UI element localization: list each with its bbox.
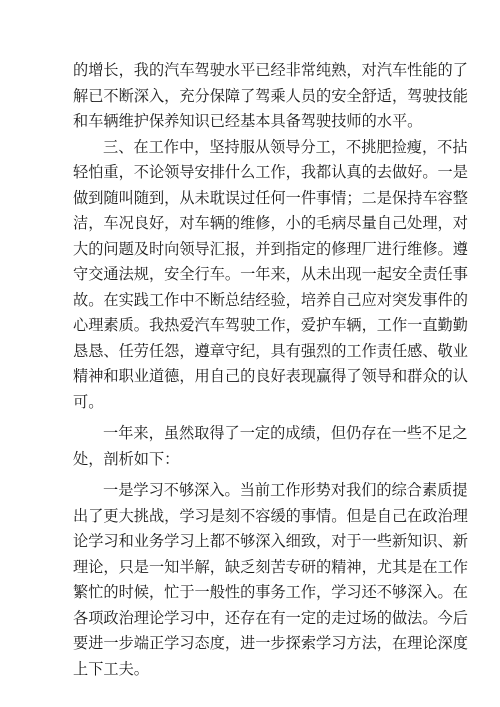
paragraph-line: 解已不断深入，充分保障了驾乘人员的安全舒适，驾驶技能 — [73, 86, 468, 105]
paragraph-line: 一年来，虽然取得了一定的成绩，但仍存在一些不足之 — [103, 424, 468, 442]
paragraph-line: 轻怕重，不论领导安排什么工作，我都认真的去做好。一是 — [73, 163, 468, 181]
paragraph-line: 繁忙的时候，忙于一般性的事务工作，学习还不够深入。在 — [73, 583, 468, 601]
paragraph-line: 三、在工作中，坚持服从领导分工，不挑肥捡瘦，不拈 — [103, 137, 468, 156]
paragraph-3 — [73, 421, 468, 472]
paragraph-line: 守交通法规，安全行车。一年来，从未出现一起安全责任事 — [73, 265, 468, 283]
paragraph-line: 可。 — [73, 392, 104, 411]
paragraph-line: 精神和职业道德，用自己的良好表现赢得了领导和群众的认 — [73, 367, 468, 385]
paragraph-1 — [73, 58, 468, 135]
document-body — [73, 58, 468, 682]
paragraph-line: 出了更大挑战，学习是刻不容缓的事情。但是自己在政治理 — [73, 506, 468, 525]
paragraph-line: 和车辆维护保养知识已经基本具备驾驶技师的水平。 — [73, 112, 423, 130]
paragraph-line: 做到随叫随到，从未耽误过任何一件事情；二是保持车容整 — [73, 188, 468, 207]
paragraph-line: 恳恳、任劳任怨，遵章守纪，具有强烈的工作责任感、敬业 — [73, 341, 468, 360]
paragraph-line: 各项政治理论学习中，还存在有一定的走过场的做法。今后 — [73, 608, 468, 627]
paragraph-line: 洁，车况良好，对车辆的维修，小的毛病尽量自己处理，对 — [73, 214, 468, 232]
paragraph-line: 的增长，我的汽车驾驶水平已经非常纯熟，对汽车性能的了 — [73, 61, 468, 79]
paragraph-line: 论学习和业务学习上都不够深入细致，对于一些新知识、新 — [73, 532, 468, 550]
paragraph-line: 要进一步端正学习态度，进一步探索学习方法，在理论深度 — [73, 634, 468, 652]
paragraph-line: 故。在实践工作中不断总结经验，培养自己应对突发事件的 — [73, 290, 468, 309]
paragraph-line: 上下工夫。 — [73, 659, 149, 678]
paragraph-line: 一是学习不够深入。当前工作形势对我们的综合素质提 — [103, 481, 468, 499]
paragraph-line: 大的问题及时向领导汇报，并到指定的修理厂进行维修。遵 — [73, 239, 468, 258]
paragraph-line: 处，剖析如下： — [73, 449, 180, 468]
paragraph-4 — [73, 478, 468, 682]
paragraph-2 — [73, 135, 468, 416]
paragraph-line: 心理素质。我热爱汽车驾驶工作，爱护车辆，工作一直勤勤 — [73, 316, 468, 334]
paragraph-line: 理论，只是一知半解，缺乏刻苦专研的精神，尤其是在工作 — [73, 557, 468, 576]
